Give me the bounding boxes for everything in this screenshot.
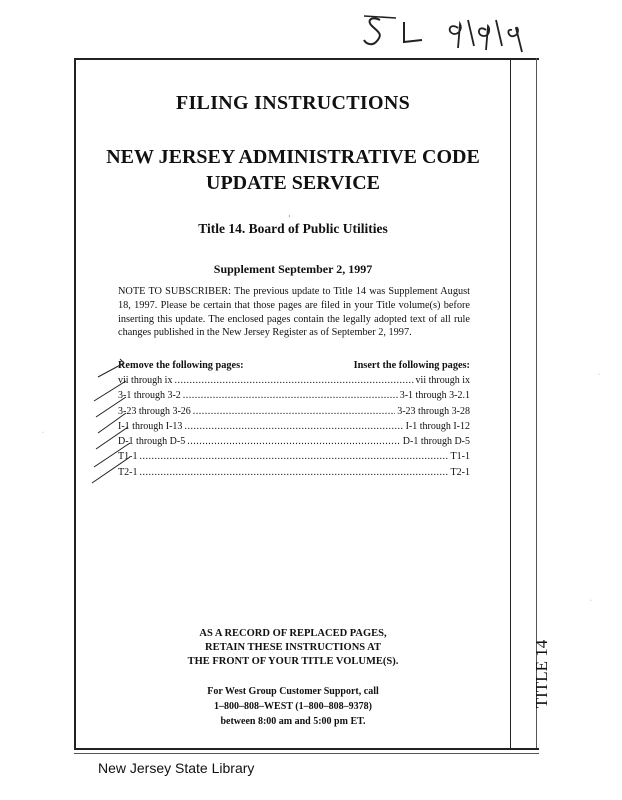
insert-header: Insert the following pages: [353,360,470,371]
list-row: I-1 through I-13 ..... I-1 through I-12 [118,419,470,434]
handwritten-initials-date [362,6,532,54]
list-row: T1-1 ..... T1-1 [118,449,470,464]
frame-bottom-border [74,748,539,750]
frame-right-border [510,58,511,748]
main-title [76,144,510,196]
note-to-subscriber: NOTE TO SUBSCRIBER: The previous update to Title 14 was Supplement August 18, 1997. Please be certain that those pages are filed in your Title volume(s) before inserting this update. The enclosed pages contain the legally adopted text of all rule changes published in the New Jersey Register as of September 2, 1997. [118,286,470,339]
frame-top-border [74,58,539,60]
list-row: 3-1 through 3-2 ..... 3-1 through 3-2.1 [118,388,470,403]
main-title-line2: UPDATE SERVICE [206,172,380,194]
list-row: 3-23 through 3-26 ..... 3-23 through 3-28 [118,404,470,419]
list-row: T2-1 ..... T2-1 [118,465,470,480]
list-row: D-1 through D-5 ..... D-1 through D-5 [118,434,470,449]
supplement-date: Supplement September 2, 1997 [213,262,373,276]
scan-speck: · [598,372,600,378]
title-tab-label: TITLE 14 [532,639,551,709]
customer-support: For West Group Customer Support, call 1–800–808–WEST (1–800–808–9378) between 8:00 am and 5:00 pm ET. [207,686,379,727]
frame-bottom-border-inner [74,753,539,754]
scan-speck: · [42,430,44,436]
title-subtitle: Title 14. Board of Public Utilities [198,221,388,236]
list-row: vii through ix ..... vii through ix [118,373,470,388]
scan-speck: · [590,598,592,604]
main-title-line1: NEW JERSEY ADMINISTRATIVE CODE [106,146,480,168]
record-notice: AS A RECORD OF REPLACED PAGES, RETAIN THESE INSTRUCTIONS AT THE FRONT OF YOUR TITLE VOLUME(S). [187,628,399,667]
stray-mark: · [288,212,291,221]
remove-header: Remove the following pages: [118,360,244,371]
library-footer: New Jersey State Library [98,760,255,776]
page-list [118,373,470,480]
handwritten-checkmarks [90,355,150,495]
document-title: FILING INSTRUCTIONS [175,92,411,114]
